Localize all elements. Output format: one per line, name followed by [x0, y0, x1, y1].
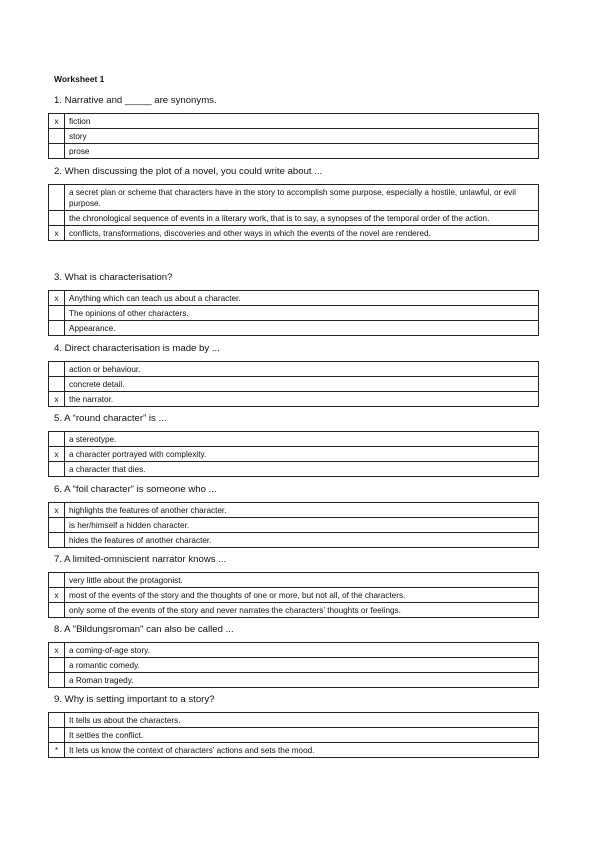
option-row — [49, 728, 539, 743]
question-text: 4. Direct characterisation is made by ... — [54, 343, 220, 354]
options-table — [48, 361, 539, 407]
answer-mark — [49, 306, 65, 321]
option-text: a character portrayed with complexity. — [65, 447, 539, 462]
answer-mark — [49, 573, 65, 588]
option-text: is her/himself a hidden character. — [65, 518, 539, 533]
option-row — [49, 291, 539, 306]
question-text: 2. When discussing the plot of a novel, you could write about ... — [54, 166, 323, 177]
option-text: Appearance. — [65, 321, 539, 336]
answer-mark — [49, 673, 65, 688]
answer-mark — [49, 362, 65, 377]
option-row — [49, 573, 539, 588]
options-table — [48, 642, 539, 688]
question-text: 9. Why is setting important to a story? — [54, 694, 215, 705]
option-text: The opinions of other characters. — [65, 306, 539, 321]
option-text: a coming-of-age story. — [65, 643, 539, 658]
option-row — [49, 432, 539, 447]
question-text: 3. What is characterisation? — [54, 272, 173, 283]
option-row — [49, 603, 539, 618]
question-9 — [48, 693, 541, 758]
option-row — [49, 377, 539, 392]
answer-mark — [49, 185, 65, 211]
option-row — [49, 447, 539, 462]
option-row — [49, 144, 539, 159]
question-text: 5. A “round character” is ... — [54, 413, 167, 424]
option-row — [49, 518, 539, 533]
options-table — [48, 572, 539, 618]
option-text: most of the events of the story and the thoughts of one or more, but not all, of the characters. — [65, 588, 539, 603]
answer-mark — [49, 462, 65, 477]
answer-mark: x — [49, 114, 65, 129]
option-row — [49, 533, 539, 548]
question-6 — [48, 483, 541, 548]
options-table — [48, 290, 539, 336]
option-text: fiction — [65, 114, 539, 129]
option-text: a romantic comedy. — [65, 658, 539, 673]
option-text: concrete detail. — [65, 377, 539, 392]
question-text: 1. Narrative and _____ are synonyms. — [54, 95, 217, 106]
answer-mark: x — [49, 503, 65, 518]
question-text: 8. A "Bildungsroman" can also be called ... — [54, 624, 234, 635]
option-row — [49, 226, 539, 241]
answer-mark — [49, 129, 65, 144]
option-row — [49, 185, 539, 211]
question-7 — [48, 553, 541, 618]
answer-mark: x — [49, 226, 65, 241]
option-row — [49, 462, 539, 477]
option-row — [49, 321, 539, 336]
option-text: It lets us know the context of characters’ actions and sets the mood. — [65, 743, 539, 758]
option-row — [49, 392, 539, 407]
worksheet-title: Worksheet 1 — [54, 74, 105, 84]
question-5 — [48, 412, 541, 477]
option-text: action or behaviour. — [65, 362, 539, 377]
answer-mark — [49, 713, 65, 728]
question-text: 6. A “foil character” is someone who ... — [54, 484, 217, 495]
option-row — [49, 673, 539, 688]
option-text: It tells us about the characters. — [65, 713, 539, 728]
option-row — [49, 129, 539, 144]
option-text: It settles the conflict. — [65, 728, 539, 743]
answer-mark — [49, 728, 65, 743]
answer-mark: x — [49, 392, 65, 407]
answer-mark — [49, 533, 65, 548]
question-text: 7. A limited-omniscient narrator knows ... — [54, 554, 227, 565]
option-row — [49, 643, 539, 658]
options-table — [48, 113, 539, 159]
answer-mark — [49, 144, 65, 159]
option-row — [49, 503, 539, 518]
option-text: only some of the events of the story and never narrates the characters’ thoughts or feelings. — [65, 603, 539, 618]
answer-mark — [49, 377, 65, 392]
question-4 — [48, 342, 541, 407]
option-text: story — [65, 129, 539, 144]
answer-mark — [49, 518, 65, 533]
option-row — [49, 713, 539, 728]
option-text: Anything which can teach us about a character. — [65, 291, 539, 306]
option-row — [49, 362, 539, 377]
question-1 — [48, 94, 541, 159]
option-row — [49, 211, 539, 226]
options-table — [48, 431, 539, 477]
answer-mark: x — [49, 588, 65, 603]
answer-mark: x — [49, 643, 65, 658]
question-2 — [48, 165, 541, 241]
answer-mark — [49, 321, 65, 336]
option-text: a character that dies. — [65, 462, 539, 477]
question-3 — [48, 271, 541, 336]
answer-mark — [49, 432, 65, 447]
option-text: prose — [65, 144, 539, 159]
option-text: conflicts, transformations, discoveries and other ways in which the events of the novel are rendered. — [65, 226, 539, 241]
option-text: the chronological sequence of events in a literary work, that is to say, a synopses of the temporal order of the action. — [65, 211, 539, 226]
options-table — [48, 712, 539, 758]
option-row — [49, 588, 539, 603]
answer-mark: x — [49, 447, 65, 462]
answer-mark: * — [49, 743, 65, 758]
option-row — [49, 658, 539, 673]
option-text: a stereotype. — [65, 432, 539, 447]
answer-mark — [49, 211, 65, 226]
option-row — [49, 743, 539, 758]
option-text: a Roman tragedy. — [65, 673, 539, 688]
option-text: highlights the features of another character. — [65, 503, 539, 518]
option-text: hides the features of another character. — [65, 533, 539, 548]
question-8 — [48, 623, 541, 688]
answer-mark: x — [49, 291, 65, 306]
answer-mark — [49, 658, 65, 673]
answer-mark — [49, 603, 65, 618]
option-row — [49, 306, 539, 321]
option-row — [49, 114, 539, 129]
options-table — [48, 184, 539, 241]
options-table — [48, 502, 539, 548]
option-text: very little about the protagonist. — [65, 573, 539, 588]
option-text: the narrator. — [65, 392, 539, 407]
option-text: a secret plan or scheme that characters have in the story to accomplish some purpose, especially a hostile, unlawful, or evil purpose. — [65, 185, 539, 211]
